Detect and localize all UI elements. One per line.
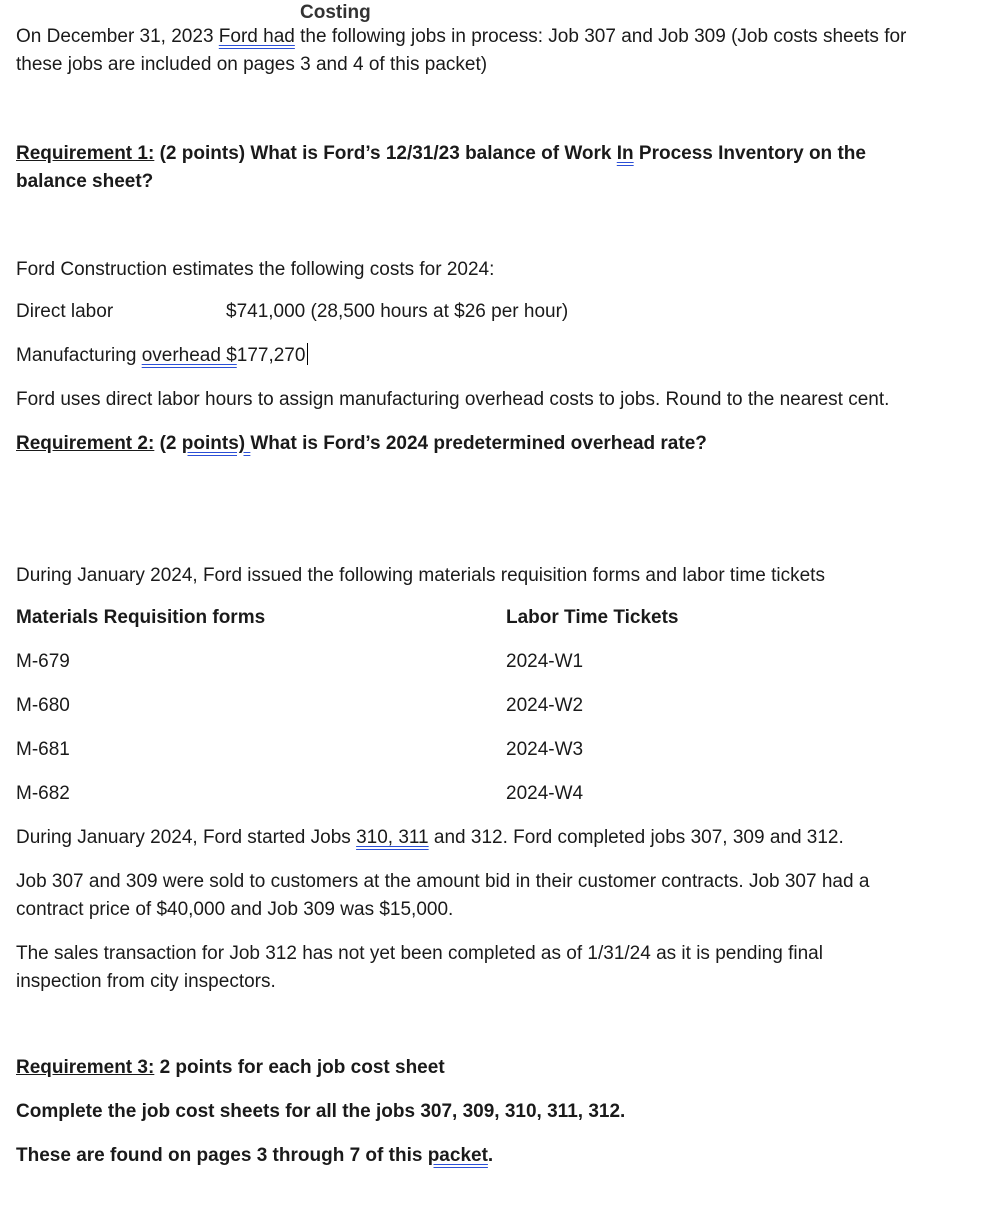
pending-line-2: inspection from city inspectors. xyxy=(16,971,276,992)
overhead-basis: Ford uses direct labor hours to assign manufacturing overhead costs to jobs. Round to the nearest cent. xyxy=(16,389,890,410)
requirement-2: Requirement 2: (2 points) What is Ford’s 2024 predetermined overhead rate? xyxy=(16,433,707,454)
grammar-flag: overhead $ xyxy=(141,345,237,366)
grammar-flag: points) xyxy=(181,433,251,454)
list-item: M-681 xyxy=(16,739,70,760)
grammar-flag: In xyxy=(616,143,634,164)
jobs-sold-line-2: contract price of $40,000 and Job 309 was $15,000. xyxy=(16,899,454,920)
list-item: 2024-W1 xyxy=(506,651,584,672)
requirement-3-line-2: Complete the job cost sheets for all the jobs 307, 309, 310, 311, 312. xyxy=(16,1101,626,1122)
direct-labor-value: $741,000 (28,500 hours at $26 per hour) xyxy=(226,301,569,322)
jobs-started: During January 2024, Ford started Jobs 310, 311 and 312. Ford completed jobs 307, 309 and 312. xyxy=(16,827,844,848)
direct-labor-label: Direct labor xyxy=(16,301,114,322)
pending-line-1: The sales transaction for Job 312 has not yet been completed as of 1/31/24 as it is pending final xyxy=(16,943,823,964)
estimates-intro: Ford Construction estimates the following costs for 2024: xyxy=(16,259,495,280)
requirement-3: Requirement 3: 2 points for each job cost sheet xyxy=(16,1057,445,1078)
list-item: M-680 xyxy=(16,695,70,716)
intro-line-1: On December 31, 2023 Ford had the following jobs in process: Job 307 and Job 309 (Job costs sheets for xyxy=(16,26,907,47)
requirement-1: Requirement 1: (2 points) What is Ford’s 12/31/23 balance of Work In Process Inventory on the xyxy=(16,143,866,164)
list-item: M-679 xyxy=(16,651,70,672)
materials-requisition-header: Materials Requisition forms xyxy=(16,607,266,628)
requirement-1-line-2: balance sheet? xyxy=(16,171,154,192)
requirement-3-label: Requirement 3: xyxy=(16,1057,155,1078)
cut-off-heading: Costing xyxy=(300,2,371,23)
manufacturing-overhead: Manufacturing overhead $177,270 xyxy=(16,342,308,370)
list-item: 2024-W4 xyxy=(506,783,584,804)
grammar-flag: 310, 311 xyxy=(356,827,429,848)
intro-line-2: these jobs are included on pages 3 and 4 of this packet) xyxy=(16,54,488,75)
jobs-sold-line-1: Job 307 and 309 were sold to customers at the amount bid in their customer contracts. Job 307 had a xyxy=(16,871,870,892)
requirement-2-label: Requirement 2: xyxy=(16,433,155,454)
list-item: M-682 xyxy=(16,783,70,804)
text-cursor xyxy=(307,343,308,365)
requirement-1-label: Requirement 1: xyxy=(16,143,155,164)
list-item: 2024-W3 xyxy=(506,739,584,760)
grammar-flag: Ford had xyxy=(218,26,295,47)
requirement-3-line-3: These are found on pages 3 through 7 of this packet. xyxy=(16,1145,494,1166)
grammar-flag: packet xyxy=(427,1145,488,1166)
january-intro: During January 2024, Ford issued the following materials requisition forms and labor time tickets xyxy=(16,565,825,586)
list-item: 2024-W2 xyxy=(506,695,584,716)
labor-time-tickets-header: Labor Time Tickets xyxy=(506,607,679,628)
